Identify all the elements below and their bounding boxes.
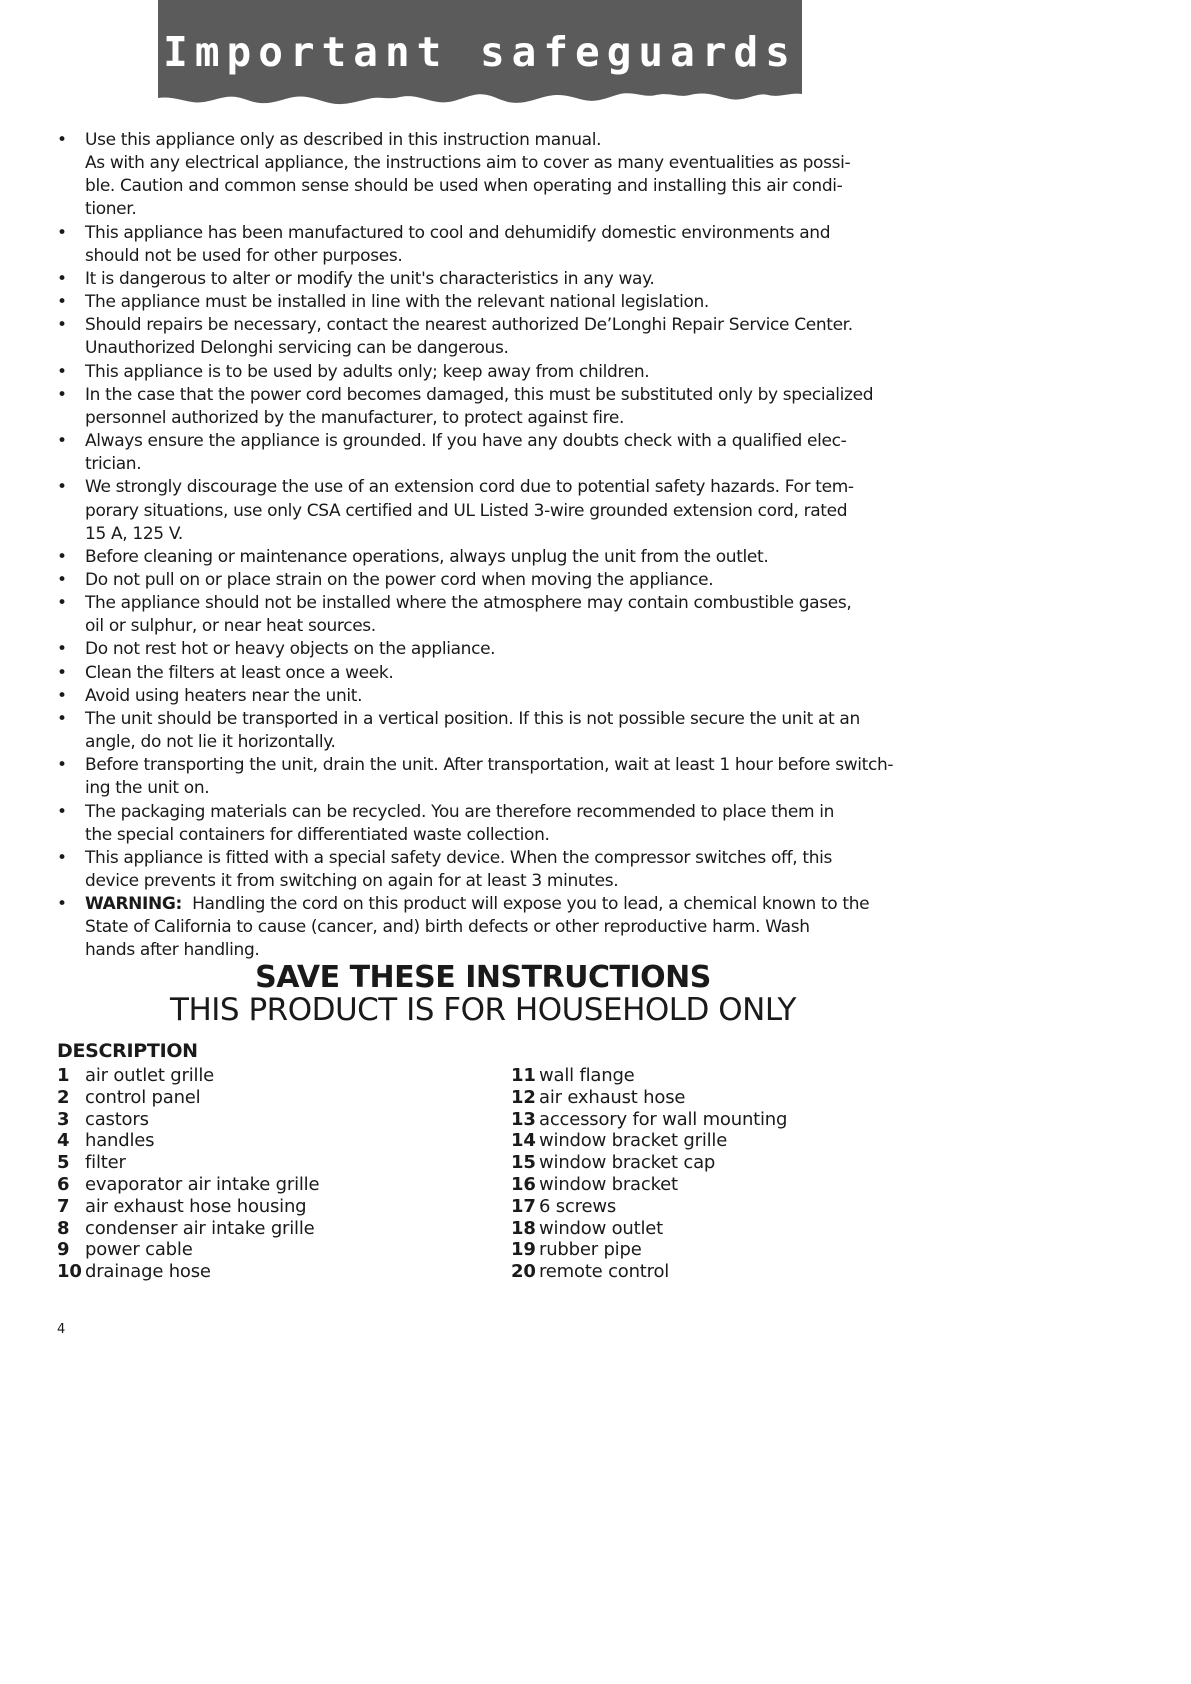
description-item: 3 castors (57, 1108, 149, 1130)
header-banner (158, 0, 802, 112)
description-item: 2 control panel (57, 1086, 201, 1108)
description-item: 14 window bracket grille (511, 1130, 728, 1152)
list-item: • The appliance should not be installed where the atmosphere may contain combustible gases, oil or sulphur, or near heat sources. (57, 592, 910, 638)
list-item: • The unit should be transported in a vertical position. If this is not possible secure the unit at an angle, do not lie it horizontally. (57, 708, 910, 754)
list-item: • Use this appliance only as described in this instruction manual. As with any electrical appliance, the instructions aim to cover as many eventualities as possi- ble. Caution and common sense should be used when operating and installing this air condi- tioner. (57, 129, 910, 222)
description-item: 17 6 screws (511, 1195, 617, 1217)
list-item: • It is dangerous to alter or modify the unit's characteristics in any way. (57, 268, 910, 291)
description-list-right (511, 1065, 787, 1283)
description-item: 10 drainage hose (57, 1261, 211, 1283)
household-only-heading: THIS PRODUCT IS FOR HOUSEHOLD ONLY (170, 992, 796, 1028)
list-item: • Before transporting the unit, drain the unit. After transportation, wait at least 1 hour before switch- ing the unit on. (57, 754, 910, 800)
list-item: • This appliance is fitted with a special safety device. When the compressor switches off, this device prevents it from switching on again for at least 3 minutes. (57, 847, 910, 893)
description-list-left (57, 1065, 319, 1283)
description-item: 15 window bracket cap (511, 1152, 716, 1174)
description-item: 4 handles (57, 1130, 155, 1152)
list-item: • Avoid using heaters near the unit. (57, 685, 910, 708)
list-item: • The packaging materials can be recycled. You are therefore recommended to place them in the special containers for differentiated waste collection. (57, 801, 910, 847)
safeguards-list (57, 129, 910, 963)
description-item: 12 air exhaust hose (511, 1086, 686, 1108)
description-item: 13 accessory for wall mounting (511, 1108, 788, 1130)
description-item: 20 remote control (511, 1261, 670, 1283)
list-item: • Clean the filters at least once a week. (57, 662, 910, 685)
list-item: • Do not pull on or place strain on the power cord when moving the appliance. (57, 569, 910, 592)
description-item: 6 evaporator air intake grille (57, 1173, 320, 1195)
description-item: 5 filter (57, 1152, 126, 1174)
list-item: • Do not rest hot or heavy objects on the appliance. (57, 638, 910, 661)
warning-item: • WARNING: Handling the cord on this product will expose you to lead, a chemical known to the State of California to cause (cancer, and) birth defects or other reproductive harm. Wash hands after handling. (57, 893, 910, 962)
save-instructions-heading: SAVE THESE INSTRUCTIONS (255, 960, 711, 995)
banner-title: Important safeguards (163, 28, 797, 76)
page-number: 4 (57, 1322, 66, 1337)
description-item: 11 wall flange (511, 1065, 635, 1086)
description-item: 16 window bracket (511, 1173, 678, 1195)
description-item: 19 rubber pipe (511, 1239, 642, 1261)
list-item: • Always ensure the appliance is grounded. If you have any doubts check with a qualified elec- trician. (57, 430, 910, 476)
description-item: 1 air outlet grille (57, 1065, 214, 1086)
list-item: • Before cleaning or maintenance operations, always unplug the unit from the outlet. (57, 546, 910, 569)
description-item: 7 air exhaust hose housing (57, 1195, 307, 1217)
description-heading: DESCRIPTION (57, 1040, 198, 1062)
description-item: 18 window outlet (511, 1217, 664, 1239)
description-item: 8 condenser air intake grille (57, 1217, 315, 1239)
list-item: • The appliance must be installed in line with the relevant national legislation. (57, 291, 910, 314)
warning-label: WARNING: (85, 894, 182, 915)
description-item: 9 power cable (57, 1239, 193, 1261)
list-item: • Should repairs be necessary, contact the nearest authorized De’Longhi Repair Service Center. Unauthorized Delonghi servicing can be dangerous. (57, 314, 910, 360)
list-item: • We strongly discourage the use of an extension cord due to potential safety hazards. For tem- porary situations, use only CSA certified and UL Listed 3-wire grounded extension cord, rated 15 A, 125 V. (57, 476, 910, 545)
list-item: • This appliance is to be used by adults only; keep away from children. (57, 361, 910, 384)
list-item: • In the case that the power cord becomes damaged, this must be substituted only by specialized personnel authorized by the manufacturer, to protect against fire. (57, 384, 910, 430)
list-item: • This appliance has been manufactured to cool and dehumidify domestic environments and should not be used for other purposes. (57, 222, 910, 268)
